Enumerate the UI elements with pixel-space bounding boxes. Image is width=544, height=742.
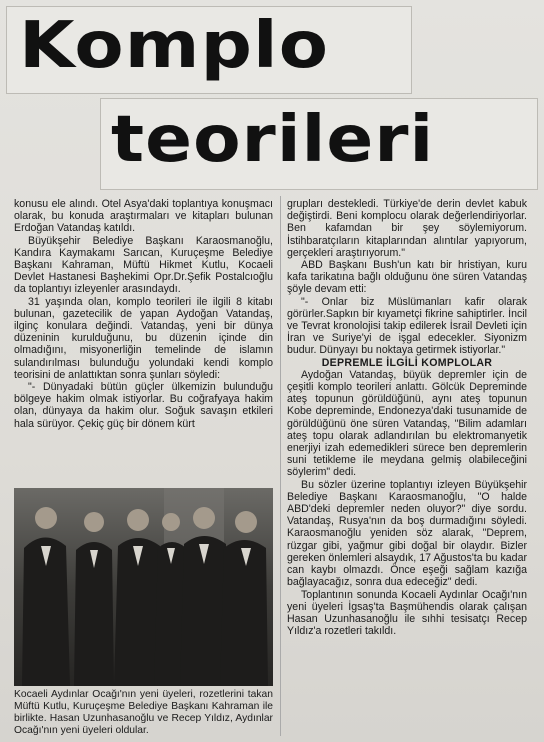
headline-box-2 — [100, 98, 538, 190]
left-paragraph: "- Dünyadaki bütün güçler ülkemizin bulunduğu bölgeye hakim olmak istiyorlar. Bu coğrafyaya hakim olan, dünyaya da hakim olur. Soğuk savaşın etkileri hala sürüyor. Çekiç güç bir dönem kürt — [14, 381, 273, 430]
group-photo-figures — [14, 488, 273, 686]
right-column — [287, 198, 527, 637]
headline-box-1 — [6, 6, 412, 94]
group-photo — [14, 488, 273, 686]
photo-caption: Kocaeli Aydınlar Ocağı'nın yeni üyeleri, rozetlerini takan Müftü Kutlu, Kuruçeşme Belediye Başkanı Kahraman ile birlikte. Hasan Uzunhasanoğlu ve Recep Yıldız, Aydınlar Ocağı'nın yeni üyeleri oldular. — [14, 689, 273, 736]
right-paragraph: "- Onlar biz Müslümanları kafir olarak görürler.Sapkın bir kıyametçi fikrine sahiptirler. İncil ve Tevrat kronolojisi takip edilerek İsrail Devleti için İran ve Suriye'yi de işgal edecekler. Siyonizm budur. Dünyayı bu noktaya getirmek istiyorlar." — [287, 295, 527, 357]
right-paragraph: Toplantının sonunda Kocaeli Aydınlar Ocağı'nın yeni üyeleri İgsaş'ta Başmühendis olarak çalışan Hasan Uzunhasanoğlu ile sıhhi tesisatçı Recep Yıldız'a rozetleri takıldı. — [287, 588, 527, 638]
left-paragraph: Büyükşehir Belediye Başkanı Karaosmanoğlu, Kandıra Kaymakamı Sarıcan, Kuruçeşme Belediye Başkanı Kahraman, Müftü Hikmet Kutlu, Kocaeli Devlet Hastanesi Başhekimi Opr.Dr.Şefik Postalcıoğlu da toplantıyı izleyenler arasındaydı. — [14, 234, 273, 296]
left-paragraph: konusu ele alındı. Otel Asya'daki toplantıya konuşmacı olarak, bu konuda araştırmaları ve kitapları bulunan Erdoğan Vatandaş katıldı. — [14, 198, 273, 235]
right-paragraph: Bu sözler üzerine toplantıyı izleyen Büyükşehir Belediye Başkanı Karaosmanoğlu, "O halde ABD'deki depremler neden oluyor?" diye sordu. Vatandaş, Rusya'nın da boş durmadığını söyledi. Karaosmanoğlu yeniden söz alarak, "Deprem, rüzgar gibi, yağmur gibi doğal bir olaydır. Bizler gereken önlemleri alsaydık, 17 Ağustos'ta bu kadar can kaybı olmazdı. Önce eşeği sağlam kazığa bağlayacağız, sonra dua edeceğiz" dedi. — [287, 478, 527, 589]
headline-line-1: Komplo — [19, 9, 330, 83]
headline-line-2: teorileri — [111, 103, 435, 177]
right-paragraph: grupları destekledi. Türkiye'de derin devlet kabuk değiştirdi. Beni komplocu olarak değerlendiriyorlar. Ben kafamdan bir şey söylemiyorum. İstihbaratçıların kitaplarından alıntılar yapıyorum, gerçekleri araştırıyorum." — [287, 198, 527, 259]
left-column — [14, 198, 273, 430]
right-paragraph: ABD Başkanı Bush'un katı bir hristiyan, kuru kafa tarikatına bağlı olduğunu öne süren Vatandaş şöyle devam etti: — [287, 259, 527, 296]
left-paragraph: 31 yaşında olan, komplo teorileri ile ilgili 8 kitabı bulunan, gazetecilik de yapan Aydoğan Vatandaş, ilginç konulara değindi. Vatandaş, yeni bir dünya düzeninin kurulduğunu, bu düzenin içinde din olmadığını, misyonerliğin temelinde de islamın sulandırılması bulunduğu yolundaki kendi komplo teorisini de anlattıktan sonra şunları söyledi: — [14, 295, 273, 381]
section-subhead: DEPREMLE İLGİLİ KOMPLOLAR — [321, 356, 493, 369]
right-paragraph: Aydoğan Vatandaş, büyük depremler için de çeşitli komplo teorileri anlattı. Gölcük Depreminde ateş topunun görüldüğünü, aynı ateş topunun Kobe depreminde, Endonezya'daki tusunamide de görüldüğünü öne süren Vatandaş, "Bilim adamları ateş topu olarak adlandırılan bu elektromanyetik enerjiyi izah edemedikleri sürece ben depremlerin suni tetikleme ile meydana gelmiş olabileceğini söylerim" dedi. — [287, 368, 527, 479]
column-divider — [280, 196, 281, 736]
